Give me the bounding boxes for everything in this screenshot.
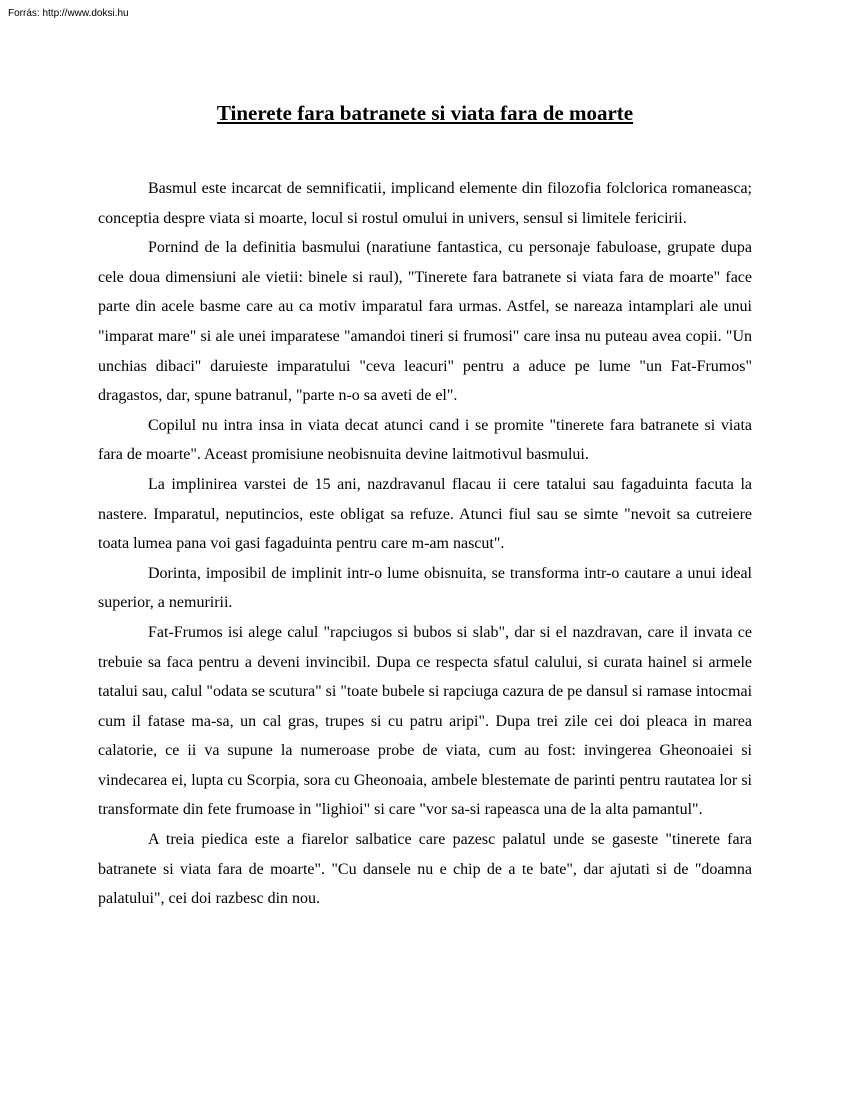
paragraph: A treia piedica este a fiarelor salbatice care pazesc palatul unde se gaseste "tinerete fara batranete si viata fara de moarte". "Cu dansele nu e chip de a te bate", dar ajutati si de "doamna palatului", cei doi razbesc din nou.	[98, 831, 752, 908]
paragraph: Fat-Frumos isi alege calul "rapciugos si bubos si slab", dar si el nazdravan, care il invata ce trebuie sa faca pentru a deveni invincibil. Dupa ce respecta sfatul calului, si curata hainel si armele tatalui sau, calul "odata se scutura" si "toate bubele si rapciuga cazura de pe dansul si ramase intocmai cum il fatase ma-sa, un cal gras, trupes si cu patru aripi". Dupa trei zile cei doi pleaca in marea calatorie, ce ii va supune la numeroase probe de viata, cum au fost: invingerea Gheonoaiei si vindecarea ei, lupta cu Scorpia, sora cu Gheonoaia, ambele blestemate de parinti pentru rautatea lor si transformate din fete frumoase in "lighioi" si care "vor sa-si rapeasca una de la alta pamantul".	[98, 623, 753, 819]
paragraph: Copilul nu intra insa in viata decat atunci cand i se promite "tinerete fara batranete si viata fara de moarte". Aceast promisiune neobisnuita devine laitmotivul basmului.	[98, 416, 752, 464]
paragraph: Pornind de la definitia basmului (naratiune fantastica, cu personaje fabuloase, grupate dupa cele doua dimensiuni ale vietii: binele si raul), "Tinerete fara batranete si viata fara de moarte" face parte din acele basme care au ca motiv imparatul fara urmas. Astfel, se nareaza intamplari ale unui "imparat mare" si ale unei imparatese "amandoi tineri si frumosi" care insa nu puteau avea copii. "Un unchias dibaci" daruieste imparatului "ceva leacuri" pentru a aduce pe lume "un Fat-Frumos" dragastos, dar, spune batranul, "parte n-o sa aveti de el".	[98, 239, 752, 405]
source-note: Forrás: http://www.doksi.hu	[8, 8, 129, 19]
paragraph: Basmul este incarcat de semnificatii, implicand elemente din filozofia folclorica romaneasca; conceptia despre viata si moarte, locul si rostul omului in univers, sensul si limitele fericirii.	[98, 180, 752, 227]
document-title: Tinerete fara batranete si viata fara de moarte	[216, 101, 634, 125]
paragraph: Dorinta, imposibil de implinit intr-o lume obisnuita, se transforma intr-o cautare a unui ideal superior, a nemuririi.	[98, 564, 752, 612]
document-page	[98, 98, 752, 914]
paragraph: La implinirea varstei de 15 ani, nazdravanul flacau ii cere tatalui sau fagaduinta facuta la nastere. Imparatul, neputincios, este obligat sa refuze. Atunci fiul sau se simte "nevoit sa cutreiere toata lumea pana voi gasi fagaduinta pentru care m-am nascut".	[98, 475, 752, 553]
